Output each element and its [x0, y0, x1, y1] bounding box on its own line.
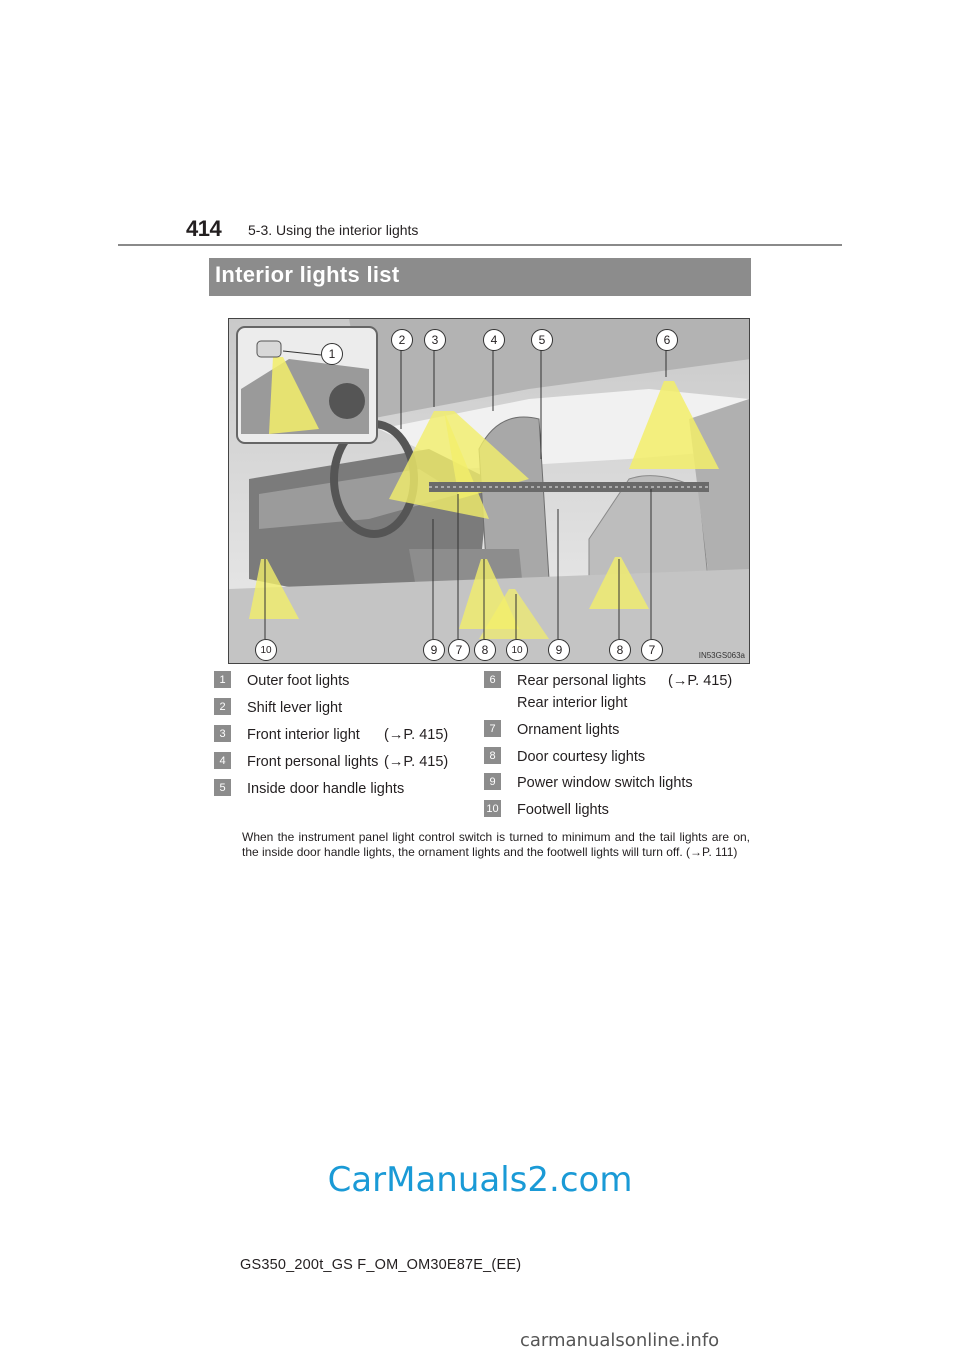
- legend-label: Footwell lights: [517, 802, 609, 818]
- page-number: 414: [186, 216, 222, 241]
- legend-item-2: [214, 697, 342, 719]
- callout-4: 4: [483, 329, 505, 351]
- note-paragraph: When the instrument panel light control switch is turned to minimum and the tail lights are on, the inside door handle lights, the ornament lights and the footwell lights will turn off. (→P. 111): [242, 830, 750, 859]
- legend-number: 8: [484, 747, 501, 764]
- legend-item-8: [484, 746, 645, 768]
- legend-item-5: [214, 778, 404, 800]
- legend-label: Power window switch lights: [517, 775, 693, 791]
- callout-2: 2: [391, 329, 413, 351]
- legend-number: 10: [484, 800, 501, 817]
- page-reference-6[interactable]: (→P. 415): [668, 673, 733, 689]
- callout-8-left: 8: [474, 639, 496, 661]
- callout-5: 5: [531, 329, 553, 351]
- page-reference-4[interactable]: (→P. 415): [384, 754, 449, 770]
- figure-code: IN53GS063a: [698, 651, 745, 660]
- page-title: Interior lights list: [215, 262, 400, 287]
- callout-8-right: 8: [609, 639, 631, 661]
- legend-item-3: [214, 724, 360, 746]
- interior-lights-figure: [228, 318, 750, 664]
- legend-label: Front personal lights: [247, 754, 379, 770]
- legend-number: 5: [214, 779, 231, 796]
- legend-label: Door courtesy lights: [517, 749, 646, 765]
- watermark-logo: CarManuals2.com: [327, 1160, 633, 1200]
- legend-label: Inside door handle lights: [247, 781, 405, 797]
- callout-10-center: 10: [506, 639, 528, 661]
- section-heading: 5-3. Using the interior lights: [248, 222, 419, 238]
- legend-label: Outer foot lights: [247, 673, 350, 689]
- legend-number: 2: [214, 698, 231, 715]
- legend-number: 4: [214, 752, 231, 769]
- legend-number: 6: [484, 671, 501, 688]
- document-footer: GS350_200t_GS F_OM_OM30E87E_(EE): [240, 1257, 522, 1273]
- legend-item-1: [214, 670, 349, 692]
- legend-item-6: [484, 670, 646, 714]
- callout-7-left: 7: [448, 639, 470, 661]
- page-reference-3[interactable]: (→P. 415): [384, 727, 449, 743]
- legend-number: 9: [484, 773, 501, 790]
- legend-label: Shift lever light: [247, 700, 343, 716]
- car-interior-illustration: [229, 319, 750, 664]
- legend-item-9: [484, 772, 693, 794]
- watermark-text: carmanualsonline.info: [520, 1330, 720, 1351]
- legend-label: Front interior light: [247, 727, 360, 743]
- callout-10-left: 10: [255, 639, 277, 661]
- callout-7-right: 7: [641, 639, 663, 661]
- legend-number: 7: [484, 720, 501, 737]
- legend-label: Rear personal lights: [517, 673, 646, 689]
- callout-3: 3: [424, 329, 446, 351]
- header-divider: [118, 244, 842, 246]
- callout-9-left: 9: [423, 639, 445, 661]
- legend-number: 3: [214, 725, 231, 742]
- callout-6: 6: [656, 329, 678, 351]
- legend-number: 1: [214, 671, 231, 688]
- legend-label-secondary: Rear interior light: [517, 695, 628, 711]
- callout-1: 1: [321, 343, 343, 365]
- legend-item-4: [214, 751, 378, 773]
- legend-item-7: [484, 719, 619, 741]
- callout-9-right: 9: [548, 639, 570, 661]
- legend-label: Ornament lights: [517, 722, 620, 738]
- legend-item-10: [484, 799, 609, 821]
